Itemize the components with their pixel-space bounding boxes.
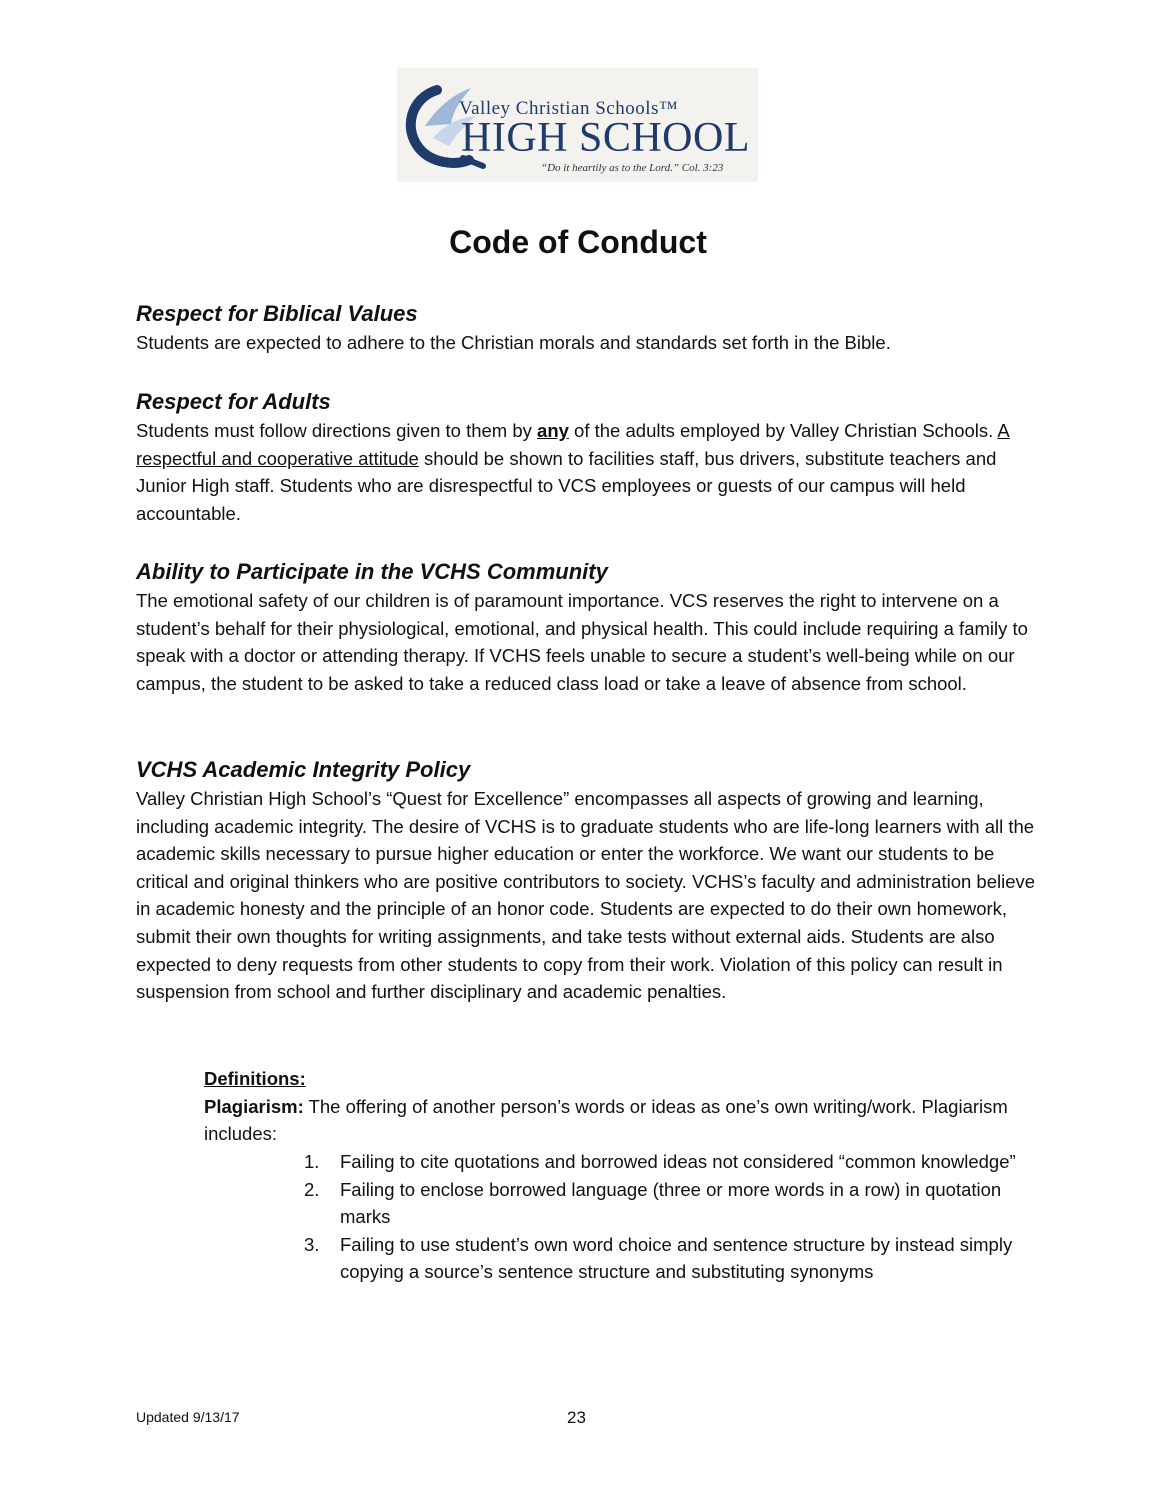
section-biblical-values [136,299,1036,357]
body-text: Students must follow directions given to them by [136,420,538,441]
list-item [304,1176,1024,1231]
section-body [136,417,1036,527]
section-academic-integrity [136,755,1036,1006]
definitions-block [204,1065,1044,1148]
logo-line-2: HIGH SCHOOL [461,115,750,161]
section-participate [136,557,1036,697]
plagiarism-definition [204,1093,1044,1148]
plagiarism-list [304,1148,1024,1286]
list-number: 2. [304,1178,320,1200]
section-body: The emotional safety of our children is of paramount importance. VCS reserves the right to intervene on a student’s behalf for their physiological, emotional, and physical health. This could include requiring a family to speak with a doctor or attending therapy. If VCHS feels unable to secure a student’s well-being while on our campus, the student to be asked to take a reduced class load or take a leave of absence from school. [136,590,1028,694]
school-logo [397,68,758,182]
definitions-heading: Definitions: [204,1068,306,1089]
definition-text: The offering of another person’s words or ideas as one’s own writing/work. Plagiarism includes: [204,1095,1008,1145]
updated-date: Updated 9/13/17 [136,1409,240,1425]
list-number: 1. [304,1151,320,1172]
page-number: 23 [567,1408,586,1427]
plagiarism-term: Plagiarism: [204,1095,304,1117]
section-heading: Respect for Adults [136,389,331,414]
section-respect-adults [136,387,1036,527]
list-text: Failing to enclose borrowed language (three or more words in a row) in quotation marks [340,1178,1002,1228]
body-text: of the adults employed by Valley Christian Schools. [568,420,998,441]
section-heading: Respect for Biblical Values [136,301,418,326]
section-body: Students are expected to adhere to the Christian morals and standards set forth in the Bible. [136,332,891,353]
section-heading: Ability to Participate in the VCHS Community [136,559,608,584]
section-heading: VCHS Academic Integrity Policy [136,757,471,782]
list-item [304,1148,1024,1176]
body-text: should be shown to facilities staff, bus drivers, substitute teachers and Junior High staff. Students who are disrespectful to VCS employees or guests of our campus will held accountable. [136,447,997,524]
list-text: Failing to cite quotations and borrowed ideas not considered “common knowledge” [340,1151,1016,1172]
logo-verse: “Do it heartily as to the Lord.” Col. 3:23 [541,162,724,174]
underlined-phrase: A respectful and cooperative attitude [136,420,1010,469]
list-number: 3. [304,1233,320,1255]
list-item [304,1231,1024,1286]
section-body: Valley Christian High School’s “Quest for Excellence” encompasses all aspects of growing and learning, including academic integrity. The desire of VCHS is to graduate students who are life-long learners with all the academic skills necessary to pursue higher education or enter the workforce. We want our students to be critical and original thinkers who are positive contributors to society. VCHS’s faculty and administration believe in academic honesty and the principle of an honor code. Students are expected to do their own homework, submit their own thoughts for writing assignments, and take tests without external aids. Students are also expected to deny requests from other students to copy from their work. Violation of this policy can result in suspension from school and further disciplinary and academic penalties. [136,788,1036,1003]
list-text: Failing to use student’s own word choice and sentence structure by instead simply copying a source’s sentence structure and substituting synonyms [340,1233,1013,1283]
logo-line-1: Valley Christian Schools™ [459,98,678,119]
page-title: Code of Conduct [449,224,707,260]
emphasis-any: any [537,420,569,441]
